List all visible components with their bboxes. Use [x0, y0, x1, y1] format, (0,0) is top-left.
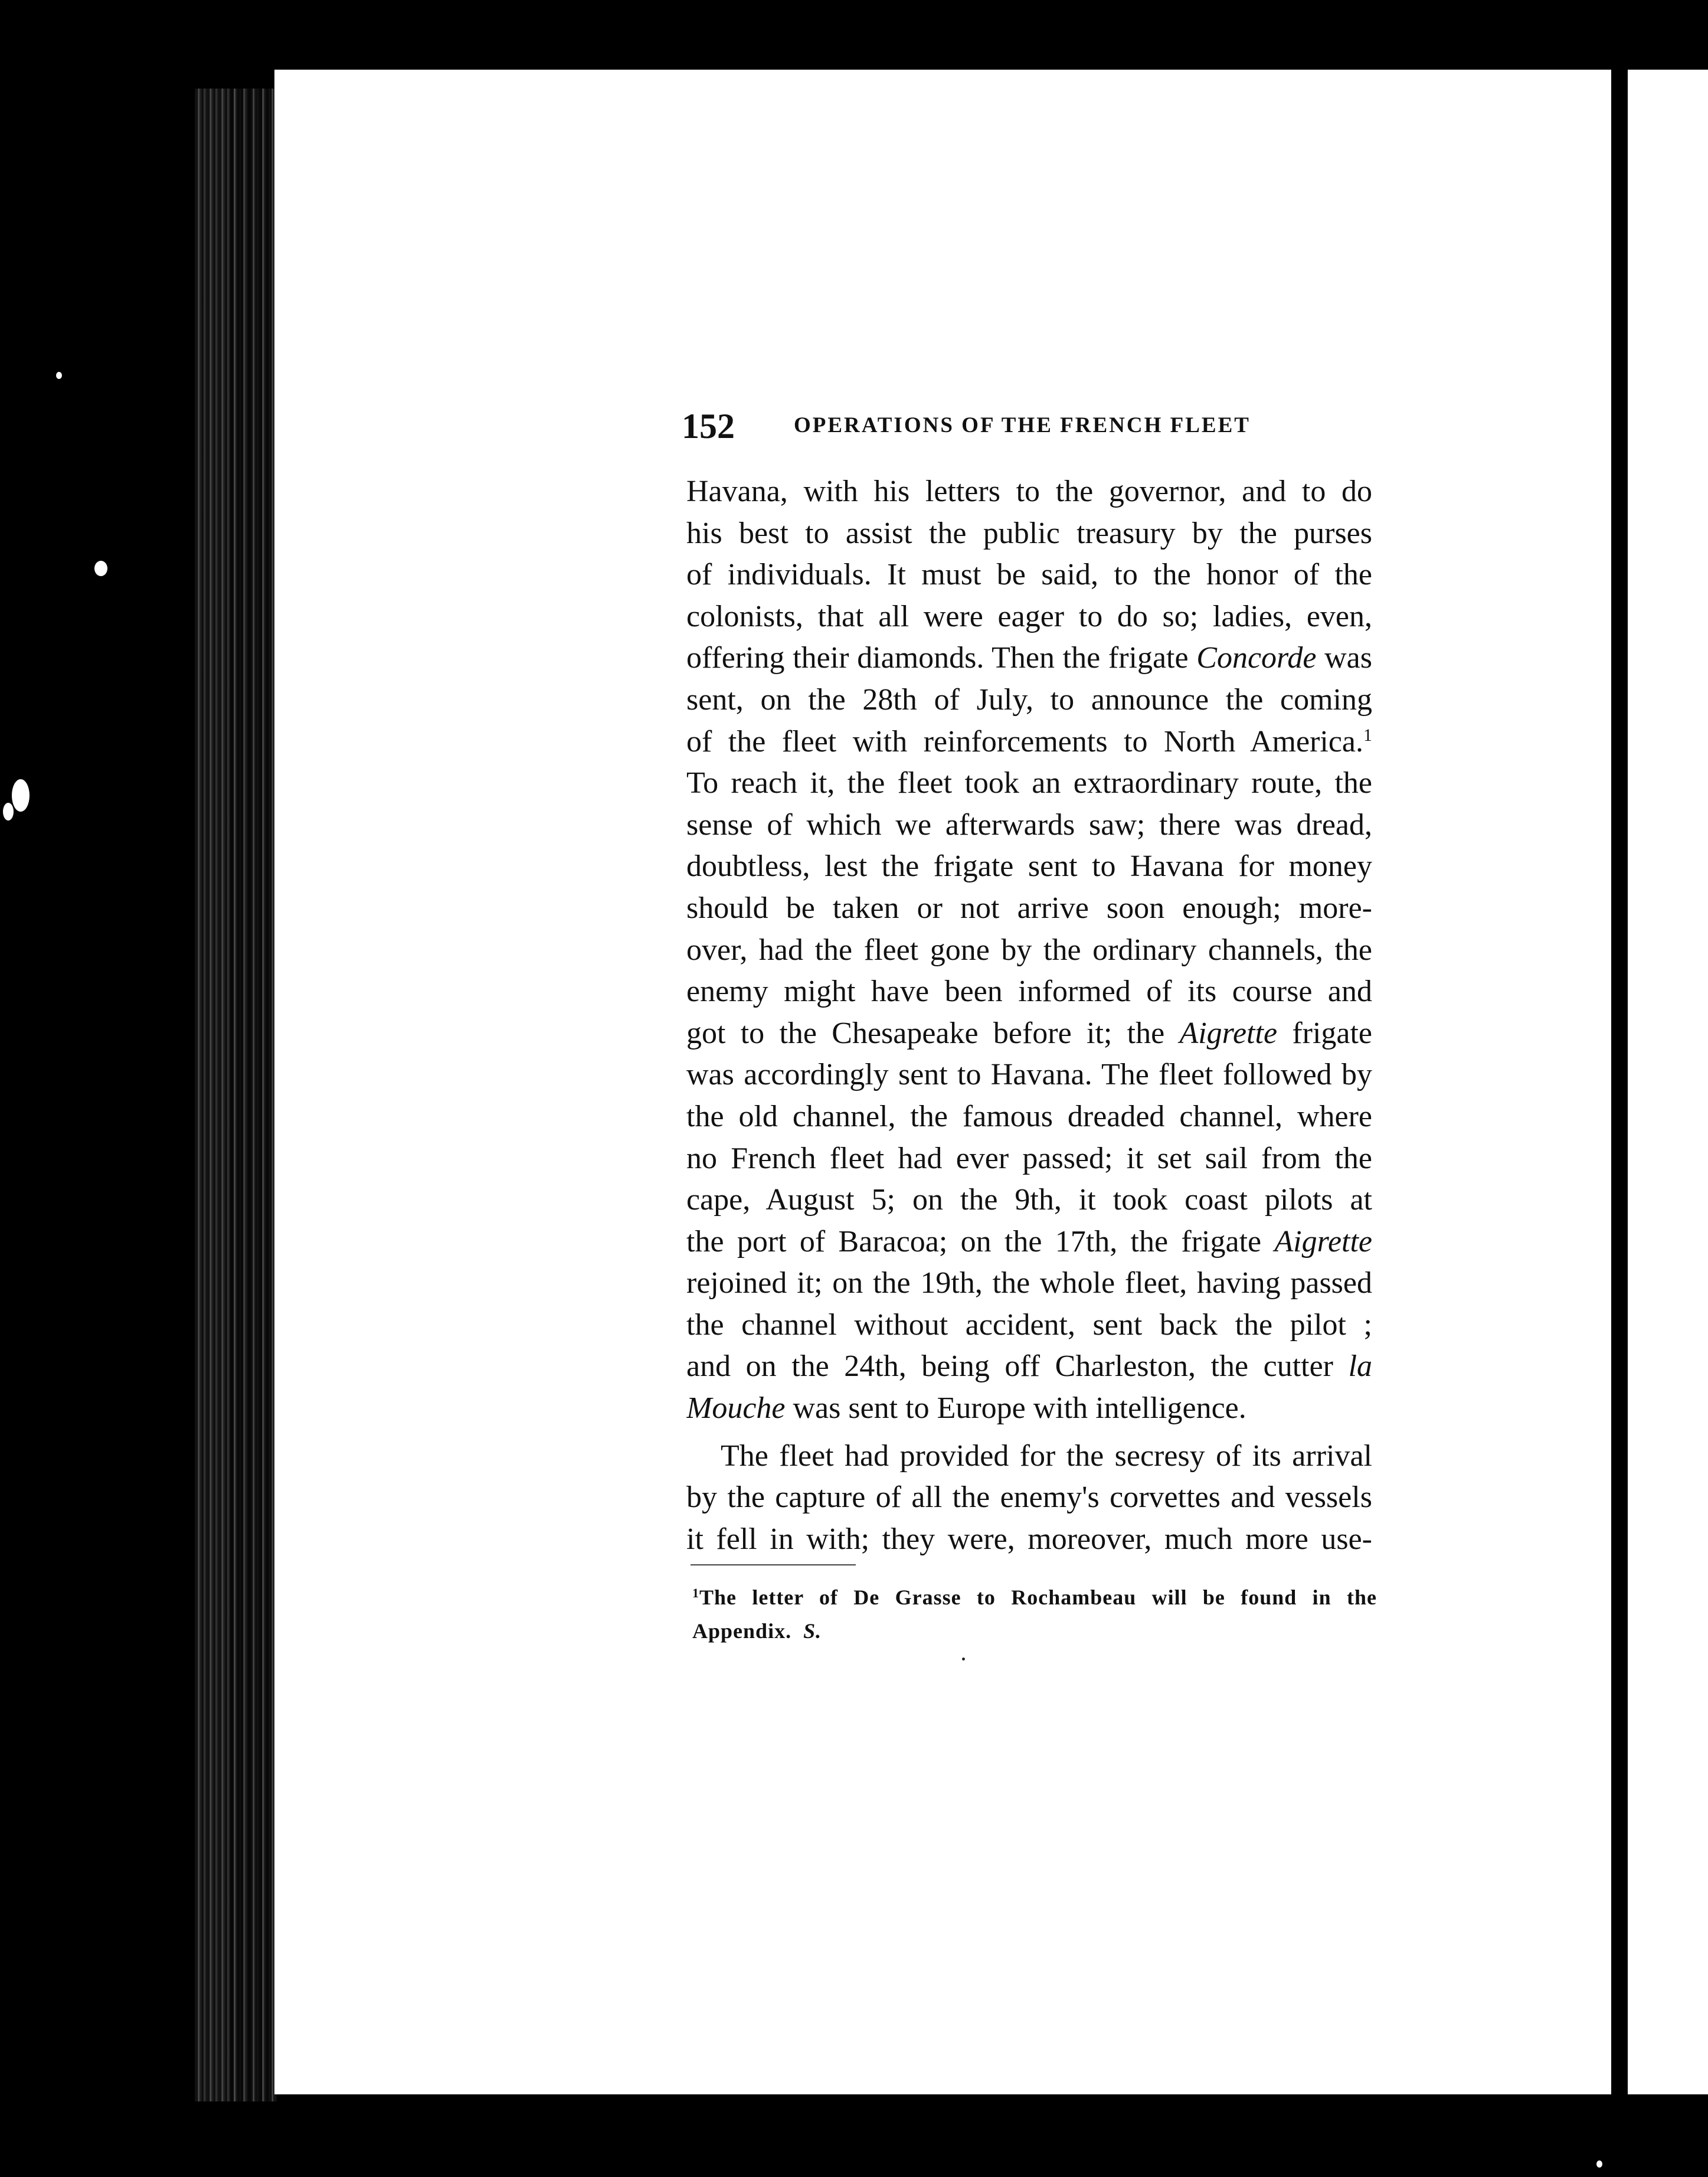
- text-line: the channel without accident, sent back the pilot ;: [686, 1307, 1372, 1342]
- footnote-marker: 1: [692, 1586, 699, 1600]
- text-line: of individuals. It must be said, to the honor of the: [686, 558, 1372, 592]
- scan-speck: [56, 372, 62, 379]
- text-line: it fell in with; they were, moreover, much more use-: [686, 1522, 1372, 1556]
- text-line: sent, on the 28th of July, to announce the coming: [686, 682, 1372, 717]
- text-line: doubtless, lest the frigate sent to Havana for money: [686, 849, 1372, 884]
- text-line: and on the 24th, being off Charleston, the cutter la: [686, 1349, 1372, 1384]
- ship-name: Aigrette: [1274, 1224, 1372, 1259]
- facing-page-edge: [1628, 70, 1708, 2094]
- footnote: [692, 1581, 1377, 1648]
- scan-speck: [12, 779, 30, 812]
- footnote-line: Appendix. S.: [692, 1619, 822, 1643]
- book-page-edges: [195, 89, 277, 2101]
- scan-speck: [94, 561, 107, 576]
- text-line: colonists, that all were eager to do so; ladies, even,: [686, 599, 1372, 633]
- text-line: rejoined it; on the 19th, the whole fleet, having passed: [686, 1266, 1372, 1300]
- body-text: [686, 471, 1372, 1560]
- text-line: The fleet had provided for the secresy of its arrival: [721, 1439, 1372, 1473]
- text-line: sense of which we afterwards saw; there was dread,: [686, 808, 1372, 842]
- text-line: of the fleet with reinforcements to North America.$^1$: [686, 724, 1372, 759]
- footnote-reference: 1: [1363, 725, 1372, 745]
- text-line: the port of Baracoa; on the 17th, the frigate Aigrette: [686, 1224, 1372, 1259]
- running-title: OPERATIONS OF THE FRENCH FLEET: [794, 413, 1251, 437]
- text-line: got to the Chesapeake before it; the Aigrette frigate: [686, 1016, 1372, 1050]
- text-line: no French fleet had ever passed; it set sail from the: [686, 1141, 1372, 1175]
- text-line: offering their diamonds. Then the frigate Concorde was: [686, 641, 1372, 675]
- ship-name: Concorde: [1196, 641, 1317, 675]
- ship-name: Mouche: [686, 1391, 786, 1426]
- scan-speck: [962, 1658, 965, 1660]
- text-line: was accordingly sent to Havana. The fleet followed by: [686, 1058, 1372, 1092]
- text-line: by the capture of all the enemy's corvettes and vessels: [686, 1480, 1372, 1515]
- text-line: Mouche was sent to Europe with intelligence.: [686, 1391, 1246, 1426]
- text-line: enemy might have been informed of its course and: [686, 975, 1372, 1009]
- footnote-initial: S.: [803, 1619, 822, 1643]
- text-line: his best to assist the public treasury by the purses: [686, 516, 1372, 550]
- ship-name: la: [1348, 1349, 1372, 1384]
- text-line: over, had the fleet gone by the ordinary channels, the: [686, 933, 1372, 967]
- text-line: the old channel, the famous dreaded channel, where: [686, 1099, 1372, 1133]
- ship-name: Aigrette: [1179, 1016, 1278, 1050]
- scan-speck: [3, 803, 14, 821]
- footnote-rule: [691, 1564, 856, 1565]
- text-line: should be taken or not arrive soon enough; more-: [686, 891, 1372, 925]
- text-line: Havana, with his letters to the governor, and to do: [686, 475, 1372, 508]
- text-line: To reach it, the fleet took an extraordinary route, the: [686, 766, 1372, 800]
- gutter-rule: [1611, 65, 1628, 2098]
- scan-speck: [1596, 2160, 1602, 2168]
- footnote-line: $^1$The letter of De Grasse to Rochambeau will be found in the: [692, 1586, 1377, 1609]
- text-line: cape, August 5; on the 9th, it took coast pilots at: [686, 1183, 1372, 1217]
- page-number: 152: [682, 407, 735, 446]
- running-head: [682, 403, 1378, 450]
